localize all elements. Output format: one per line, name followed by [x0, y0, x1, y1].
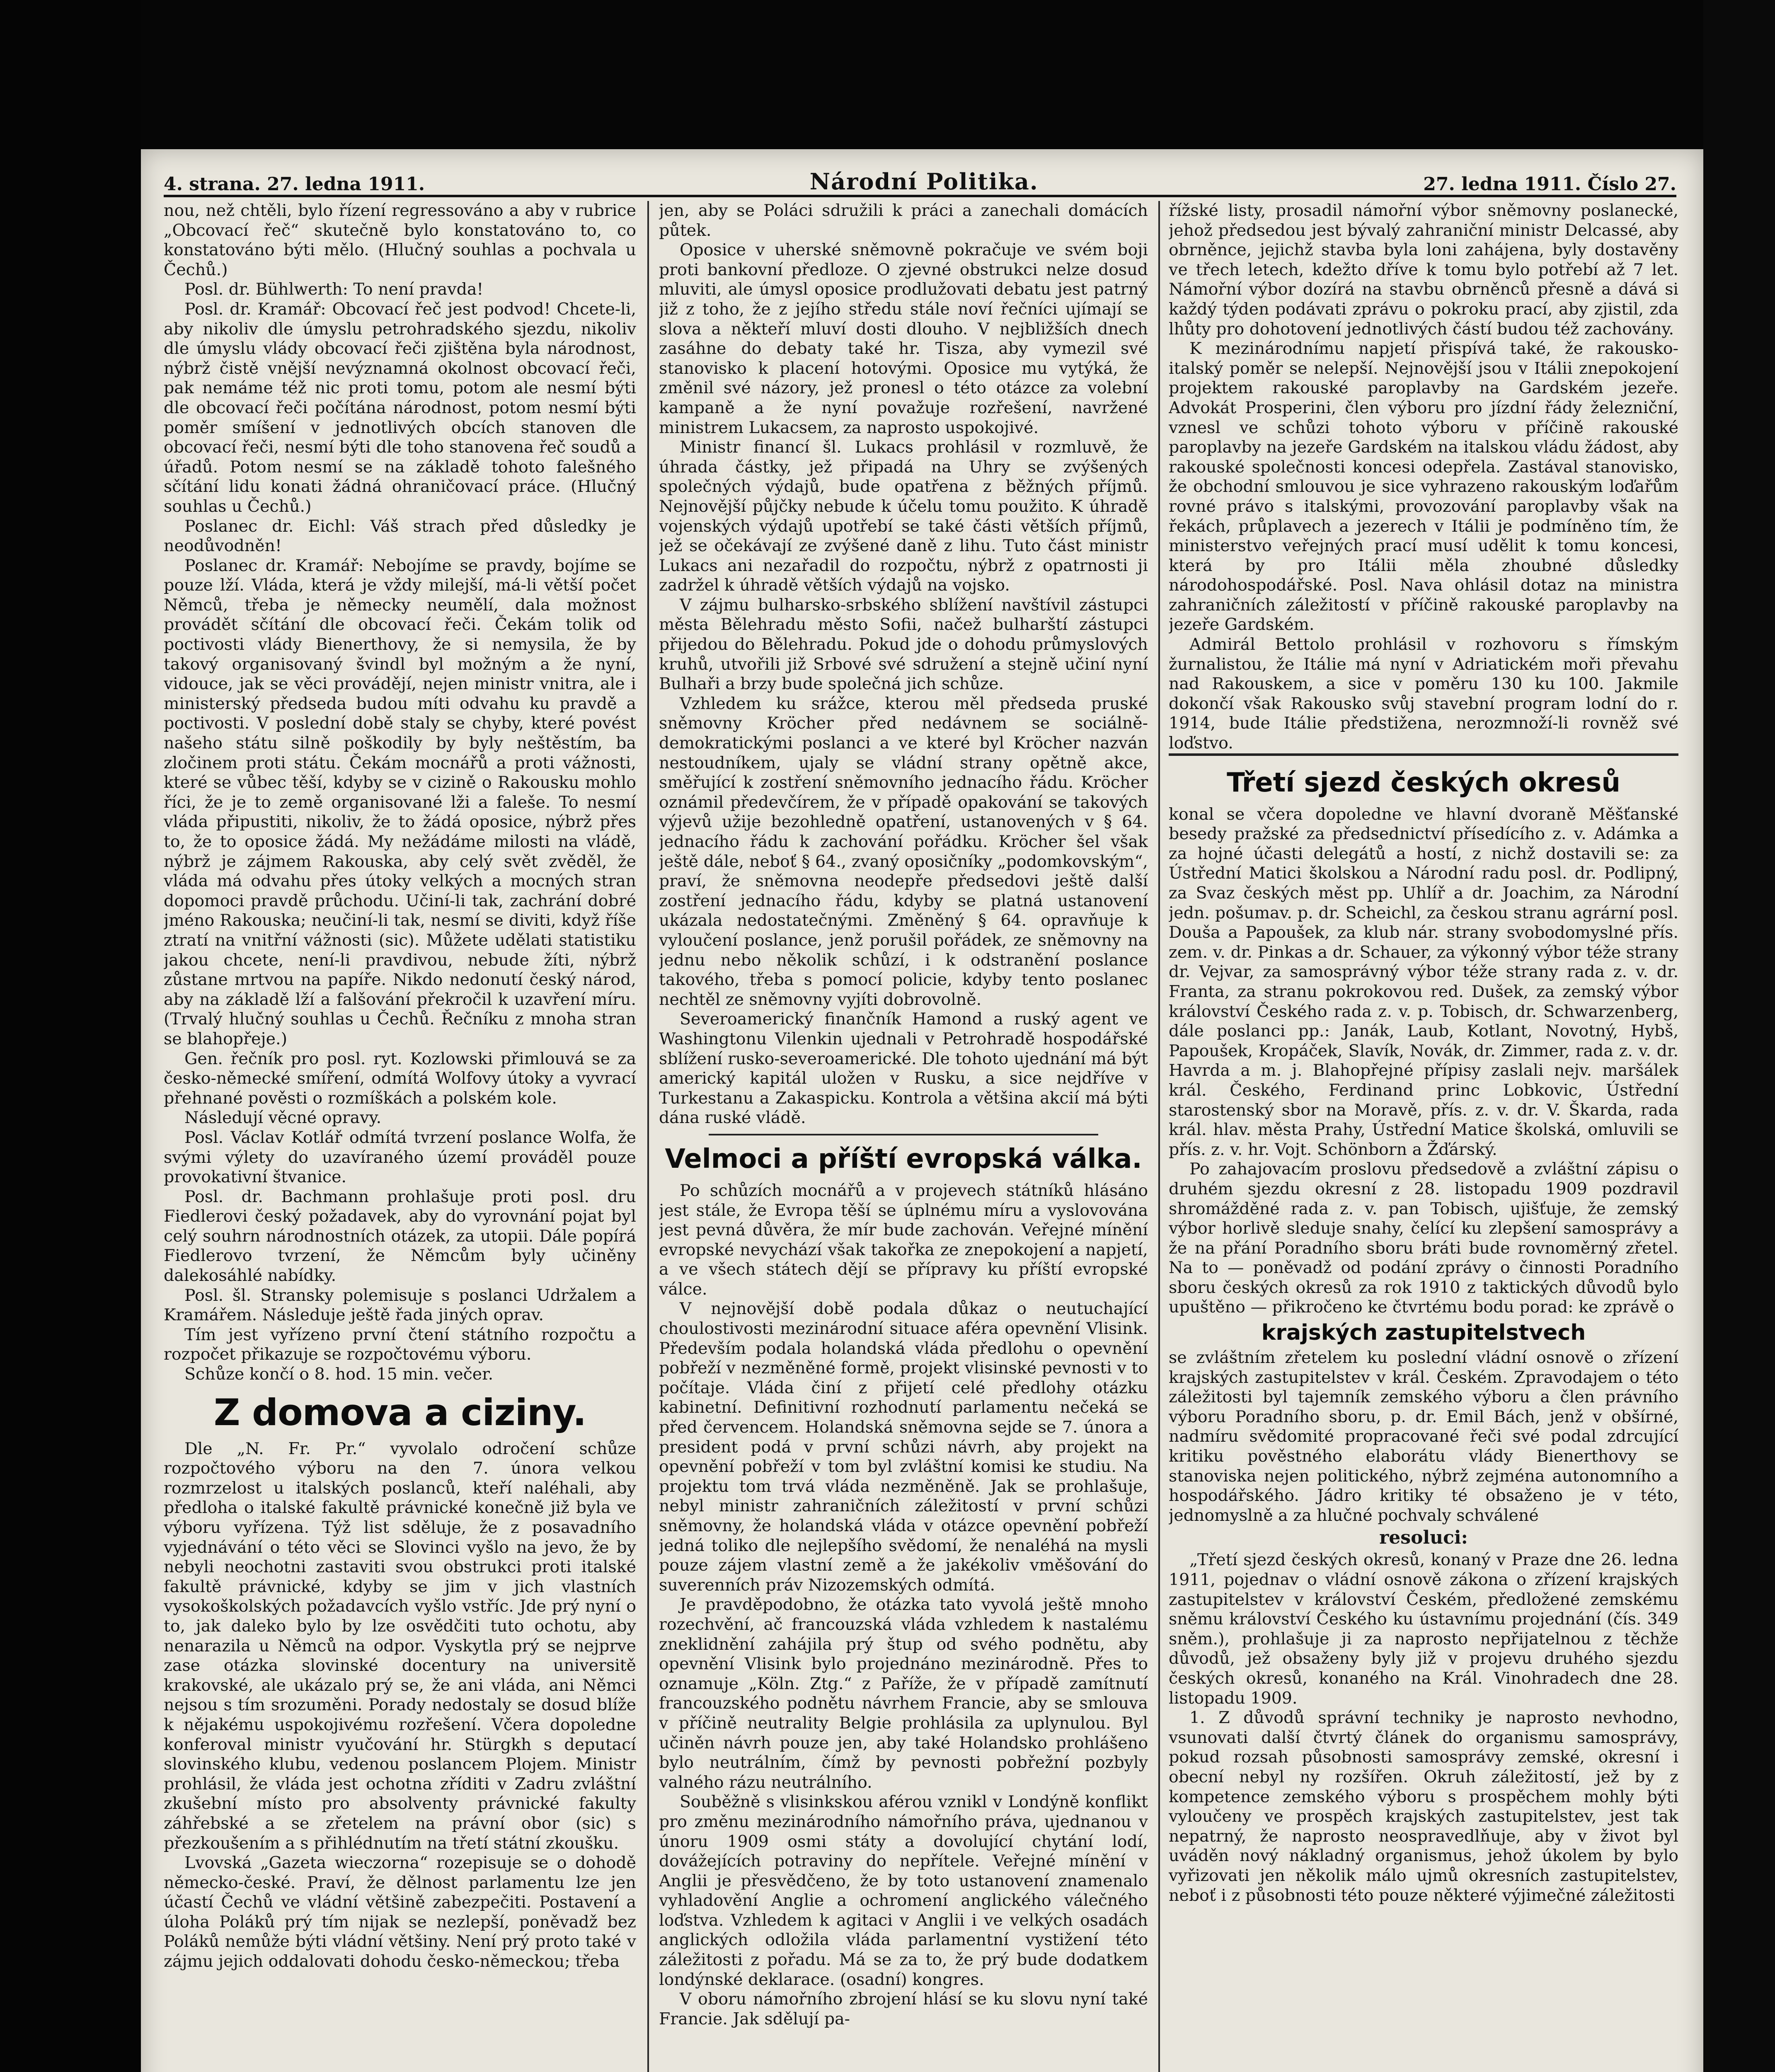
- paragraph: Posl. dr. Kramář: Obcovací řeč jest podvod! Chcete-li, aby nikoliv dle úmyslu petrohradského sjezdu, nikoliv dle úmyslu vlády obcovací řeči zjištěna byla národnost, nýbrž čistě vnější nevýznamná okolnost obcovací řeči, pak nemáme též nic proti tomu, potom ale nesmí býti dle obcovací řeči počítána národnost, potom nesmí býti poměr smíšení v jednotlivých obcích stanoven dle obcovací řeči, nesmí býti dle toho stanovena řeč soudů a úřadů. Potom nesmí se na základě tohoto falešného sčítání lidu konati žádná ohraničovací práce. (Hlučný souhlas u Čechů.): [164, 299, 636, 516]
- paragraph: Posl. Václav Kotlář odmítá tvrzení poslance Wolfa, že svými výlety do uzavíraného území prováděl pouze provokativní štvanice.: [164, 1128, 636, 1187]
- column-1: [164, 201, 636, 2072]
- paragraph: K mezinárodnímu napjetí přispívá také, že rakousko-italský poměr se nelepší. Nejnovější jsou v Itálii znepokojení projektem rakouské paroplavby na Gardském jezeře. Advokát Prosperini, člen výboru pro jízdní řády železniční, vznesl ve schůzi tohoto výboru v příčině rakouské paroplavby na jezeře Gardském na italskou vládu žádost, aby rakouské společnosti koncesi odepřela. Zastával stanovisko, že obchodní smlouvou je sice vyhrazeno rakouským loďařům rovné právo s italskými, provozování paroplavby však na řekách, průplavech a jezerech v Itálii je podmíněno tím, že ministerstvo veřejných prací musí udělit k tomu koncesi, která by pro Itálii měla zhoubné důsledky národohospodářské. Posl. Nava ohlásil dotaz na ministra zahraničních záležitostí v příčině rakouské paroplavby na jezeře Gardském.: [1169, 339, 1678, 634]
- paragraph: V nejnovější době podala důkaz o neutuchající choulostivosti mezinárodní situace aféra opevnění Vlisink. Především podala holandská vláda předlohu o opevnění pobřeží v nezměněné formě, projekt vlisinské pevnosti v to počítaje. Vláda činí z přijetí celé předlohy otázku kabinetní. Definitivní rozhodnutí parlamentu nečeká se před červencem. Holandská sněmovna sejde se 7. února a president podá v první schůzi návrh, aby projekt na opevnění pobřeží v tom byl zvláštní komisi ke studiu. Na projektu tom trvá vláda nezměněně. Jak se prohlašuje, nebyl ministr zahraničních záležitostí v první schůzi sněmovny, že holandská vláda v otázce opevnění pobřeží jedná toliko dle nejlepšího svědomí, že nenaléhá na mysli pouze zájem vlastní země a že jakékoliv vměšování do suverenních práv Nizozemských odmítá.: [659, 1299, 1148, 1595]
- paragraph: se zvláštním zřetelem ku poslední vládní osnově o zřízení krajských zastupitelstev v král. Českém. Zpravodajem o této záležitosti byl tajemník zemského výboru a člen právního výboru Poradního sboru, p. dr. Emil Bách, jenž v obšírné, nadmíru svědomité propracované řeči své podal zdrcující kritiku pověstného elaborátu vlády Bienerthovy se stanoviska nejen politického, nýbrž zejména autonomního a hospodářského. Jádro kritiky té obsaženo je v této, jednomyslně a za hlučné pochvaly schválené: [1169, 1348, 1678, 1525]
- column-2: [659, 201, 1148, 2072]
- article-heading: Třetí sjezd českých okresů: [1227, 767, 1620, 798]
- paragraph: Souběžně s vlisinkskou aférou vznikl v Londýně konflikt pro změnu mezinárodního námořního práva, ujednanou v únoru 1909 osmi státy a dovolující chytání lodí, dovážejících potraviny do nepřítele. Veřejné mínění v Anglii je přesvědčeno, že by toto ustanovení znamenalo vyhladovění Anglie a ochromení anglického válečného loďstva. Vzhledem k agitaci v Anglii i ve velkých osadách anglických odložila vláda parlamentní vystižení této záležitosti z pořadu. Má se za to, že prý bude dodatkem londýnské deklarace. (osadní) kongres.: [659, 1792, 1148, 1989]
- header-left: 4. strana. 27. ledna 1911.: [164, 174, 425, 195]
- scan-border-right: [1703, 0, 1775, 2072]
- paragraph: Po zahajovacím proslovu předsedově a zvláštní zápisu o druhém sjezdu okresní z 28. listopadu 1909 pozdravil shromážděné rada z. v. pan Tobisch, ujišťuje, že zemský výbor horlivě sleduje snahy, čelící ku zlepšení samosprávy a že na přání Poradního sboru bráti bude rovnoměrný zřetel. Na to — poněvadž od podání zprávy o činnosti Poradního sboru českých okresů za rok 1910 z taktických důvodů bylo upuštěno — přikročeno ke čtvrtému bodu porad: ke zprávě o: [1169, 1159, 1678, 1317]
- masthead-title: Národní Politika.: [809, 168, 1039, 195]
- paragraph: Tím jest vyřízeno první čtení státního rozpočtu a rozpočet přikazuje se rozpočtovému výboru.: [164, 1325, 636, 1364]
- paragraph: Lvovská „Gazeta wieczorna“ rozepisuje se o dohodě německo-české. Praví, že dělnost parlamentu lze jen účastí Čechů ve vládní většině zabezpečiti. Postavení a úloha Poláků prý tím nijak se nezlepší, poněvadž bez Poláků nemůže býti vládní většiny. Není prý proto také v zájmu jejich oddalovati dohodu česko-německou; třeba: [164, 1853, 636, 1971]
- subheading: krajských zastupitelstvech: [1261, 1320, 1586, 1346]
- paragraph: řížské listy, prosadil námořní výbor sněmovny poslanecké, jehož předsedou jest bývalý zahraniční ministr Delcassé, aby obrněnce, jejichž stavba byla loni zahájena, byly dostavěny ve třech letech, kdežto dříve k tomu bylo potřebí až 7 let. Námořní výbor dozírá na stavbu obrněnců přesně a dává si každý týden podávati zprávu o pokroku prací, aby zjistil, zda lhůty pro dohotovení jednotlivých částí budou též zachovány.: [1169, 201, 1678, 339]
- paragraph: Poslanec dr. Kramář: Nebojíme se pravdy, bojíme se pouze lží. Vláda, která je vždy milejší, má-li větší počet Němců, třeba je německy neumělí, dala možnost provádět sčítání dle obcovací řeči. Čekám tolik od poctivosti vlády Bienerthovy, že si nemysila, že by takový organisovaný švindl byl možným a že nyní, vidouce, jak se věci provádějí, nejen ministr vnitra, ale i ministerský předseda budou míti odvahu ku pravdě a poctivosti. V poslední době staly se chyby, které povést našeho státu silně poškodily by byly neštěstím, ba zločinem proti státu. Čekám mocnářů a proti vážnosti, které se vůbec těší, kdyby se v cizině o Rakousku mohlo říci, že je to země organisované lži a faleše. To nesmí vláda připustiti, nikoliv, že to žádá oposice, nýbrž přes to, že to oposice žádá. My nežádáme milosti na vládě, nýbrž je zájmem Rakouska, aby celý svět zvěděl, že vláda má odvahu přes útoky velkých a mocných stran dopomoci pravdě průchodu. Učiní-li tak, zachrání dobré jméno Rakouska; neučiní-li tak, nesmí se diviti, když říše ztratí na vnitřní vážnosti (sic). Můžete udělati statistiku jakou chcete, není-li pravdivou, nebude žíti, nýbrž zůstane mrtvou na papíře. Nikdo nedonutí český národ, aby na základě lží a falšování překročil k uzavření míru. (Trvalý hlučný souhlas u Čechů. Řečníku z mnoha stran se blahopřeje.): [164, 556, 636, 1048]
- newspaper-page: [141, 149, 1703, 2072]
- paragraph: Admirál Bettolo prohlásil v rozhovoru s římským žurnalistou, že Itálie má nyní v Adriatickém moři převahu nad Rakouskem, a sice v poměru 130 ku 100. Jakmile dokončí však Rakousko svůj stavební program lodní do r. 1914, bude Itálie předstižena, nerozmnoží-li rovněž své loďstvo.: [1169, 635, 1678, 753]
- page-header: [164, 162, 1676, 197]
- paragraph: 1. Z důvodů správní techniky je naprosto nevhodno, vsunovati další čtvrtý článek do organismu samosprávy, pokud rozsah působnosti samosprávy zemské, okresní i obecní nebyl ny rozšířen. Okruh záležitostí, jež by z kompetence zemského výboru s prospěchem mohly býti vyloučeny ve prospěch krajských zastupitelstev, jest tak nepatrný, že naprosto neospravedlňuje, aby v život byl uváděn nový nákladný organismus, jehož úkolem by bylo vyřizovati jen několik málo ujmů okresních zastupitelstev, neboť i z působnosti této pouze některé výjimečné záležitosti: [1169, 1708, 1678, 1905]
- scan-border-left: [0, 0, 141, 2072]
- paragraph: Po schůzích mocnářů a v projevech státníků hlásáno jest stále, že Evropa těší se úplnému míru a vyslovována jest pevná důvěra, že mír bude zachován. Veřejné mínění evropské nevychází však takořka ze znepokojení a napjetí, a ve všech státech dějí se přípravy ku příští evropské válce.: [659, 1181, 1148, 1299]
- column-rule-1: [647, 201, 649, 2072]
- paragraph: V oboru námořního zbrojení hlásí se ku slovu nyní také Francie. Jak sdělují pa-: [659, 1990, 1148, 2028]
- column-rule-2: [1158, 201, 1160, 2072]
- paragraph: Následují věcné opravy.: [184, 1108, 382, 1128]
- paragraph: konal se včera dopoledne ve hlavní dvoraně Měšťanské besedy pražské za předsednictví přísedícího z. v. Adámka a za hojné účasti delegátů a hostí, z nichž dostavili se: za Ústřední Matici školskou a Národní radu posl. dr. Podlipný, za Svaz českých měst pp. Uhlíř a dr. Joachim, za Národní jedn. pošumav. p. dr. Scheichl, za českou stranu agrární posl. Douša a Papoušek, za klub nár. strany svobodomyslné přís. zem. v. dr. Pinkas a dr. Schauer, za výkonný výbor téže strany dr. Vejvar, za samosprávný výbor téže strany rada z. v. dr. Franta, za stranu pokrokovou red. Dušek, za zemský výbor království Českého rada z. v. p. Tobisch, dr. Schwarzenberg, dále poslanci pp.: Janák, Laub, Kotlant, Novotný, Hybš, Papoušek, Kropáček, Slavík, Novák, dr. Zimmer, rada z. v. dr. Havrda a m. j. Blahopřejné přípisy zaslali nejv. maršálek král. Českého, Ferdinand princ Lobkovic, Ústřední starostenský sbor na Moravě, přís. z. v. dr. V. Škarda, rada král. hlav. města Prahy, Ústřední Matice školská, omluvili se přís. z. v. hr. Vojt. Schönborn a Žďárský.: [1169, 804, 1678, 1159]
- paragraph: Severoamerický finančník Hamond a ruský agent ve Washingtonu Vilenkin ujednali v Petrohradě hospodářské sblížení rusko-severoamerické. Dle tohoto ujednání má být americký kapitál uložen v Rusku, a sice nejdříve v Turkestanu a Zakaspicku. Kontrola a většina akcií má býti dána ruské vládě.: [659, 1009, 1148, 1128]
- paragraph: nou, než chtěli, bylo řízení regressováno a aby v rubrice „Obcovací řeč“ skutečně bylo konstatováno to, co konstatováno býti mělo. (Hlučný souhlas a pochvala u Čechů.): [164, 201, 636, 279]
- paragraph: Posl. šl. Stransky polemisuje s poslanci Udržalem a Kramářem. Následuje ještě řada jiných oprav.: [164, 1285, 636, 1325]
- article-heading: Velmoci a příští evropská válka.: [665, 1143, 1142, 1174]
- paragraph: V zájmu bulharsko-srbského sblížení navštívil zástupci města Bělehradu město Sofii, načež bulharští zástupci přijedou do Bělehradu. Pokud jde o dohodu průmyslových kruhů, utvořili již Srbové své sdružení a stejně učiní nyní Bulhaři a brzy bude společná jich schůze.: [659, 595, 1148, 694]
- paragraph: jen, aby se Poláci sdružili k práci a zanechali domácích půtek.: [659, 201, 1148, 240]
- header-right: 27. ledna 1911. Číslo 27.: [1423, 174, 1676, 195]
- paragraph: Vzhledem ku srážce, kterou měl předseda pruské sněmovny Kröcher před nedávnem se sociálně-demokratickými poslanci a ve které byl Kröcher nazván nestoudníkem, ujaly se vládní strany opětně akce, směřující k zostření sněmovního jednacího řádu. Kröcher oznámil předevčírem, že v případě opakování se takových výjevů užije bezohledně opatření, ustanovených v § 64. jednacího řádu k zachování pořádku. Kröcher šel však ještě dále, neboť § 64., zvaný oposičníky „podomkovským“, praví, že sněmovna neodepře předsedovi ještě další zostření jednacího řádu, kdyby se platná ustanovení ukázala nedostatečnými. Změněný § 64. opravňuje k vyloučení poslance, jenž porušil pořádek, ze sněmovny na jednu nebo několik schůzí, i k odstranění poslance takového, třeba s pomocí policie, kdyby tento poslanec nechtěl ze sněmovny vyjíti dobrovolně.: [659, 694, 1148, 1009]
- paragraph: Posl. dr. Bachmann prohlašuje proti posl. dru Fiedlerovi český požadavek, aby do vyrovnání pojat byl celý souhrn národnostních otázek, za utopii. Dále popírá Fiedlerovo tvrzení, že Němcům byly učiněny dalekosáhlé nabídky.: [164, 1187, 636, 1285]
- resolution-label: resoluci:: [1379, 1527, 1468, 1549]
- section-divider: [709, 1134, 1098, 1135]
- paragraph: Posl. dr. Bühlwerth: To není pravda!: [184, 280, 484, 299]
- paragraph: Ministr financí šl. Lukacs prohlásil v rozmluvě, že úhrada částky, jež připadá na Uhry se zvýšených společných výdajů, bude opatřena z běžných příjmů. Nejnovější půjčky nebude k účelu tomu použito. K úhradě vojenských výdajů upotřebí se také části větších příjmů, jež se očekávají ze zvýšené daně z lihu. Tuto část ministr Lukacs ani nezařadil do rozpočtu, nýbrž z opatrnosti ji zadržel k úhradě větších výdajů na vojsko.: [659, 438, 1148, 595]
- paragraph: Schůze končí o 8. hod. 15 min. večer.: [184, 1365, 494, 1384]
- paragraph: „Třetí sjezd českých okresů, konaný v Praze dne 26. ledna 1911, pojednav o vládní osnově zákona o zřízení krajských zastupitelstev v království Českém, předložené zemskému sněmu království Českého ku ústavnímu projednání (čís. 349 sněm.), prohlašuje ji za naprosto nepřijatelnou z těchže důvodů, jež obsaženy byly již v projevu druhého sjezdu českých okresů, konaného na Král. Vinohradech dne 28. listopadu 1909.: [1169, 1550, 1678, 1708]
- paragraph: Oposice v uherské sněmovně pokračuje ve svém boji proti bankovní předloze. O zjevné obstrukci nelze dosud mluviti, ale úmysl oposice prodlužovati debatu jest patrný již z toho, že z jejího středu stále noví řečníci ujímají se slova a někteří mluví dosti dlouho. V nejbližších dnech zasáhne do debaty také hr. Tisza, aby vymezil své stanovisko k placení hotovými. Oposice mu vytýká, že změnil své názory, jež pronesl o této otázce za volební kampaně a že nyní považuje rozřešení, navržené ministrem Lukacsem, za naprosto uspokojivé.: [659, 240, 1148, 437]
- paragraph: Poslanec dr. Eichl: Váš strach před důsledky je neodůvodněn!: [164, 516, 636, 556]
- paragraph: Gen. řečník pro posl. ryt. Kozlowski přimlouvá se za česko-německé smíření, odmítá Wolfovy útoky a vyvrací přehnané pověsti o rozmíškách a polském kole.: [164, 1049, 636, 1108]
- column-3: [1169, 201, 1678, 2072]
- paragraph: Dle „N. Fr. Pr.“ vyvolalo odročení schůze rozpočtového výboru na den 7. února velkou rozmrzelost u italských poslanců, kteří naléhali, aby předloha o italské fakultě právnické konečně již byla ve výboru vyřízena. Týž list sděluje, že z posavadního vyjednávání o této věci se Slovinci vyšlo na jevo, že by nebyli neochotni zastaviti svou obstrukci proti italské fakultě právnické, kdyby se jim v jich vlastních vysokoškolských požadavcích vyšlo vstříc. Jde prý nyní o to, jak daleko bylo by lze osvědčiti tuto ochotu, aby nenarazila u Němců na odpor. Vyskytla prý se nejprve zase otázka slovinské docentury na universitě krakovské, ale ukázalo prý se, že ani vláda, ani Němci nejsou s tím srozuměni. Porady nedostaly se dosud blíže k nějakému uspokojivému rozřešení. Včera dopoledne konferoval ministr vyučování hr. Stürgkh s deputací slovinského klubu, vedenou poslancem Plojem. Ministr prohlásil, že vláda jest ochotna zříditi v Zadru zvláštní zkušební místo pro absolventy právnické fakulty záhřebské a se zřetelem na právní obor (sic) s přezkoušením a s přihlédnutím na třetí státní zkoušku.: [164, 1439, 636, 1853]
- paragraph: Je pravděpodobno, že otázka tato vyvolá ještě mnoho rozechvění, ač francouzská vláda vzhledem k nastalému zneklidnění zahájila prý štup od svého podnětu, aby opevnění Vlisink bylo projednáno mezinárodně. Přes to oznamuje „Köln. Ztg.“ z Paříže, že v případě zamítnutí francouzského podnětu návrhem Francie, aby se smlouva v příčině neutrality Belgie prohlásila za uplynulou. Byl učiněn návrh pouze jen, aby také Holandsko prohlášeno bylo neutrálním, čímž by pevnosti pobřežní pozbyly valného rázu neutrálního.: [659, 1595, 1148, 1792]
- section-heading: Z domova a ciziny.: [213, 1391, 586, 1434]
